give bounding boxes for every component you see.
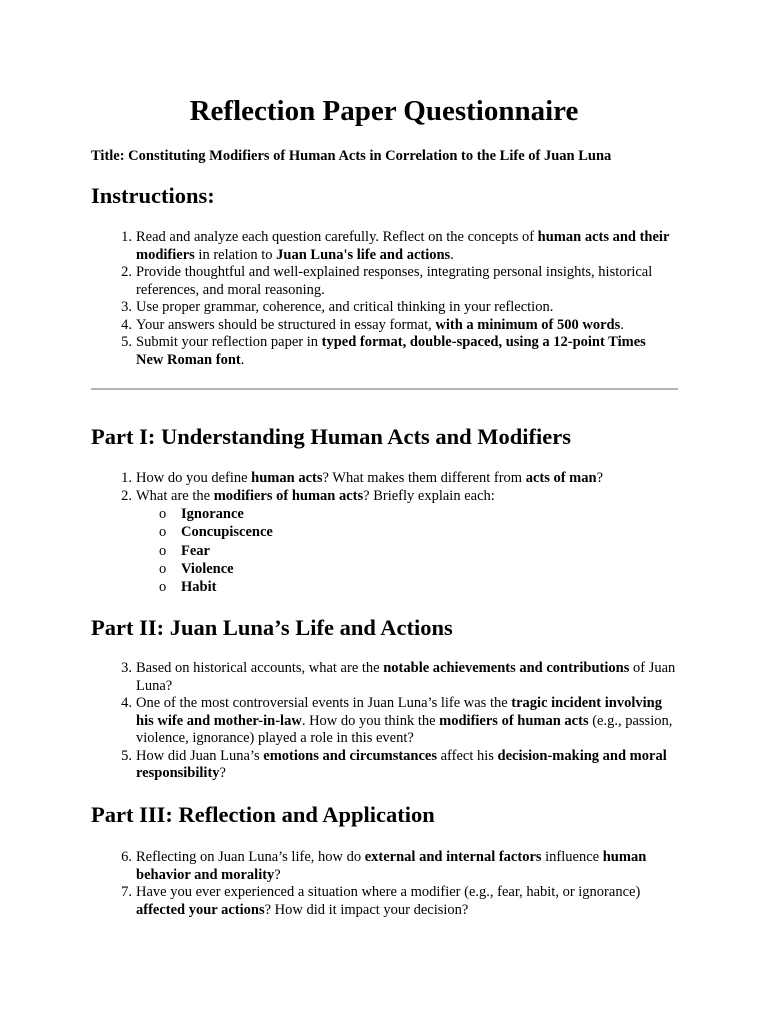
question-item (121, 487, 676, 597)
instructions-heading: Instructions: (91, 183, 215, 208)
item-number: 6. (121, 849, 132, 865)
item-text: influence (541, 849, 603, 865)
item-text: Based on historical accounts, what are the (136, 660, 384, 676)
instructions-list (121, 229, 676, 369)
part2-question-list (121, 660, 676, 783)
item-bold-text: with a minimum of 500 words (435, 316, 621, 333)
item-number: 2. (121, 487, 132, 504)
modifier-item (159, 505, 721, 523)
item-bold-text: acts of man (525, 470, 597, 486)
instruction-item (121, 316, 676, 335)
question-item (121, 849, 676, 884)
item-text: affect his (437, 747, 498, 764)
part3-heading: Part III: Reflection and Application (91, 802, 435, 827)
modifier-label: Ignorance (181, 506, 244, 522)
modifier-item (159, 560, 721, 578)
item-text: ? What makes them different from (322, 470, 526, 486)
modifier-label: Violence (181, 560, 234, 577)
question-item (121, 695, 676, 748)
part1-question-list (121, 470, 676, 596)
item-text: One of the most controversial events in Juan Luna’s life was the (136, 695, 512, 711)
item-bold-text: emotions and circumstances (263, 747, 437, 764)
item-number: 5. (121, 334, 132, 350)
item-text: How do you define (136, 470, 252, 486)
item-text: What are the (136, 487, 214, 504)
item-text: ? (596, 470, 604, 486)
question-item (121, 747, 676, 783)
item-text: Have you ever experienced a situation where a modifier (e.g., fear, habit, or ignorance) (136, 884, 641, 900)
item-text: Use proper grammar, coherence, and critical thinking in your reflection. (136, 299, 554, 315)
bullet-marker: o (159, 560, 167, 577)
item-text: Read and analyze each question carefully. Reflect on the concepts of (136, 229, 538, 245)
item-number: 7. (121, 884, 132, 900)
item-bold-text: tragic incident involving his wife and mother-in-law (136, 695, 662, 729)
modifier-item (159, 578, 721, 596)
instruction-item (121, 264, 676, 299)
bullet-marker: o (159, 579, 167, 596)
document-title: Title: Constituting Modifiers of Human Acts in Correlation to the Life of Juan Luna (91, 148, 612, 164)
item-text: of Juan Luna? (136, 660, 676, 694)
item-number: 5. (121, 747, 132, 764)
modifiers-list (159, 505, 721, 596)
item-number: 3. (121, 299, 132, 315)
item-bold-text: human behavior and morality (136, 849, 647, 883)
item-text: . (620, 316, 624, 333)
question-item (121, 470, 676, 488)
item-text: Submit your reflection paper in (136, 334, 322, 350)
bullet-marker: o (159, 542, 167, 559)
item-text: (e.g., passion, violence, ignorance) played a role in this event? (136, 712, 673, 746)
item-number: 2. (121, 264, 132, 280)
item-bold-text: modifiers of human acts (439, 712, 589, 729)
item-text: ? How did it impact your decision? (264, 901, 469, 918)
instruction-item (121, 229, 676, 264)
bullet-marker: o (159, 524, 167, 541)
item-number: 4. (121, 316, 132, 333)
question-item (121, 884, 676, 919)
modifier-label: Concupiscence (181, 524, 273, 541)
horizontal-divider (91, 388, 678, 390)
item-bold-text: human acts (251, 470, 323, 486)
instruction-item (121, 334, 676, 369)
modifier-item (159, 542, 721, 560)
item-text: in relation to (194, 246, 277, 263)
item-number: 4. (121, 695, 132, 711)
item-bold-text: human acts and their modifiers (136, 229, 670, 263)
part1-heading: Part I: Understanding Human Acts and Modifiers (91, 424, 572, 449)
instruction-item (121, 299, 676, 317)
item-bold-text: external and internal factors (364, 849, 542, 865)
item-bold-text: Juan Luna's life and actions (276, 246, 451, 263)
question-item (121, 660, 676, 695)
item-number: 3. (121, 660, 132, 676)
modifier-label: Fear (181, 542, 210, 559)
item-text: How did Juan Luna’s (136, 747, 264, 764)
item-text: . How do you think the (301, 712, 440, 729)
page-title: Reflection Paper Questionnaire (189, 95, 579, 127)
item-number: 1. (121, 470, 132, 486)
item-text: . (240, 351, 245, 368)
item-text: Provide thoughtful and well-explained responses, integrating personal insights, historical references, and moral reasoning. (136, 264, 653, 298)
item-bold-text: decision-making and moral responsibility (136, 747, 667, 781)
item-text: ? (219, 765, 226, 781)
item-bold-text: notable achievements and contributions (383, 660, 630, 676)
item-text: . (450, 246, 454, 263)
item-text: Your answers should be structured in essay format, (136, 316, 436, 333)
bullet-marker: o (159, 506, 167, 522)
item-bold-text: typed format, double-spaced, using a 12-point Times New Roman font (136, 334, 646, 368)
item-number: 1. (121, 229, 132, 245)
part3-question-list (121, 849, 676, 919)
item-text: ? (274, 866, 281, 883)
item-text: Reflecting on Juan Luna’s life, how do (136, 849, 365, 865)
item-bold-text: modifiers of human acts (213, 487, 364, 504)
item-bold-text: affected your actions (136, 901, 265, 918)
modifier-label: Habit (181, 579, 217, 596)
part2-heading: Part II: Juan Luna’s Life and Actions (91, 615, 453, 640)
item-text: ? Briefly explain each: (363, 487, 495, 504)
modifier-item (159, 523, 721, 541)
